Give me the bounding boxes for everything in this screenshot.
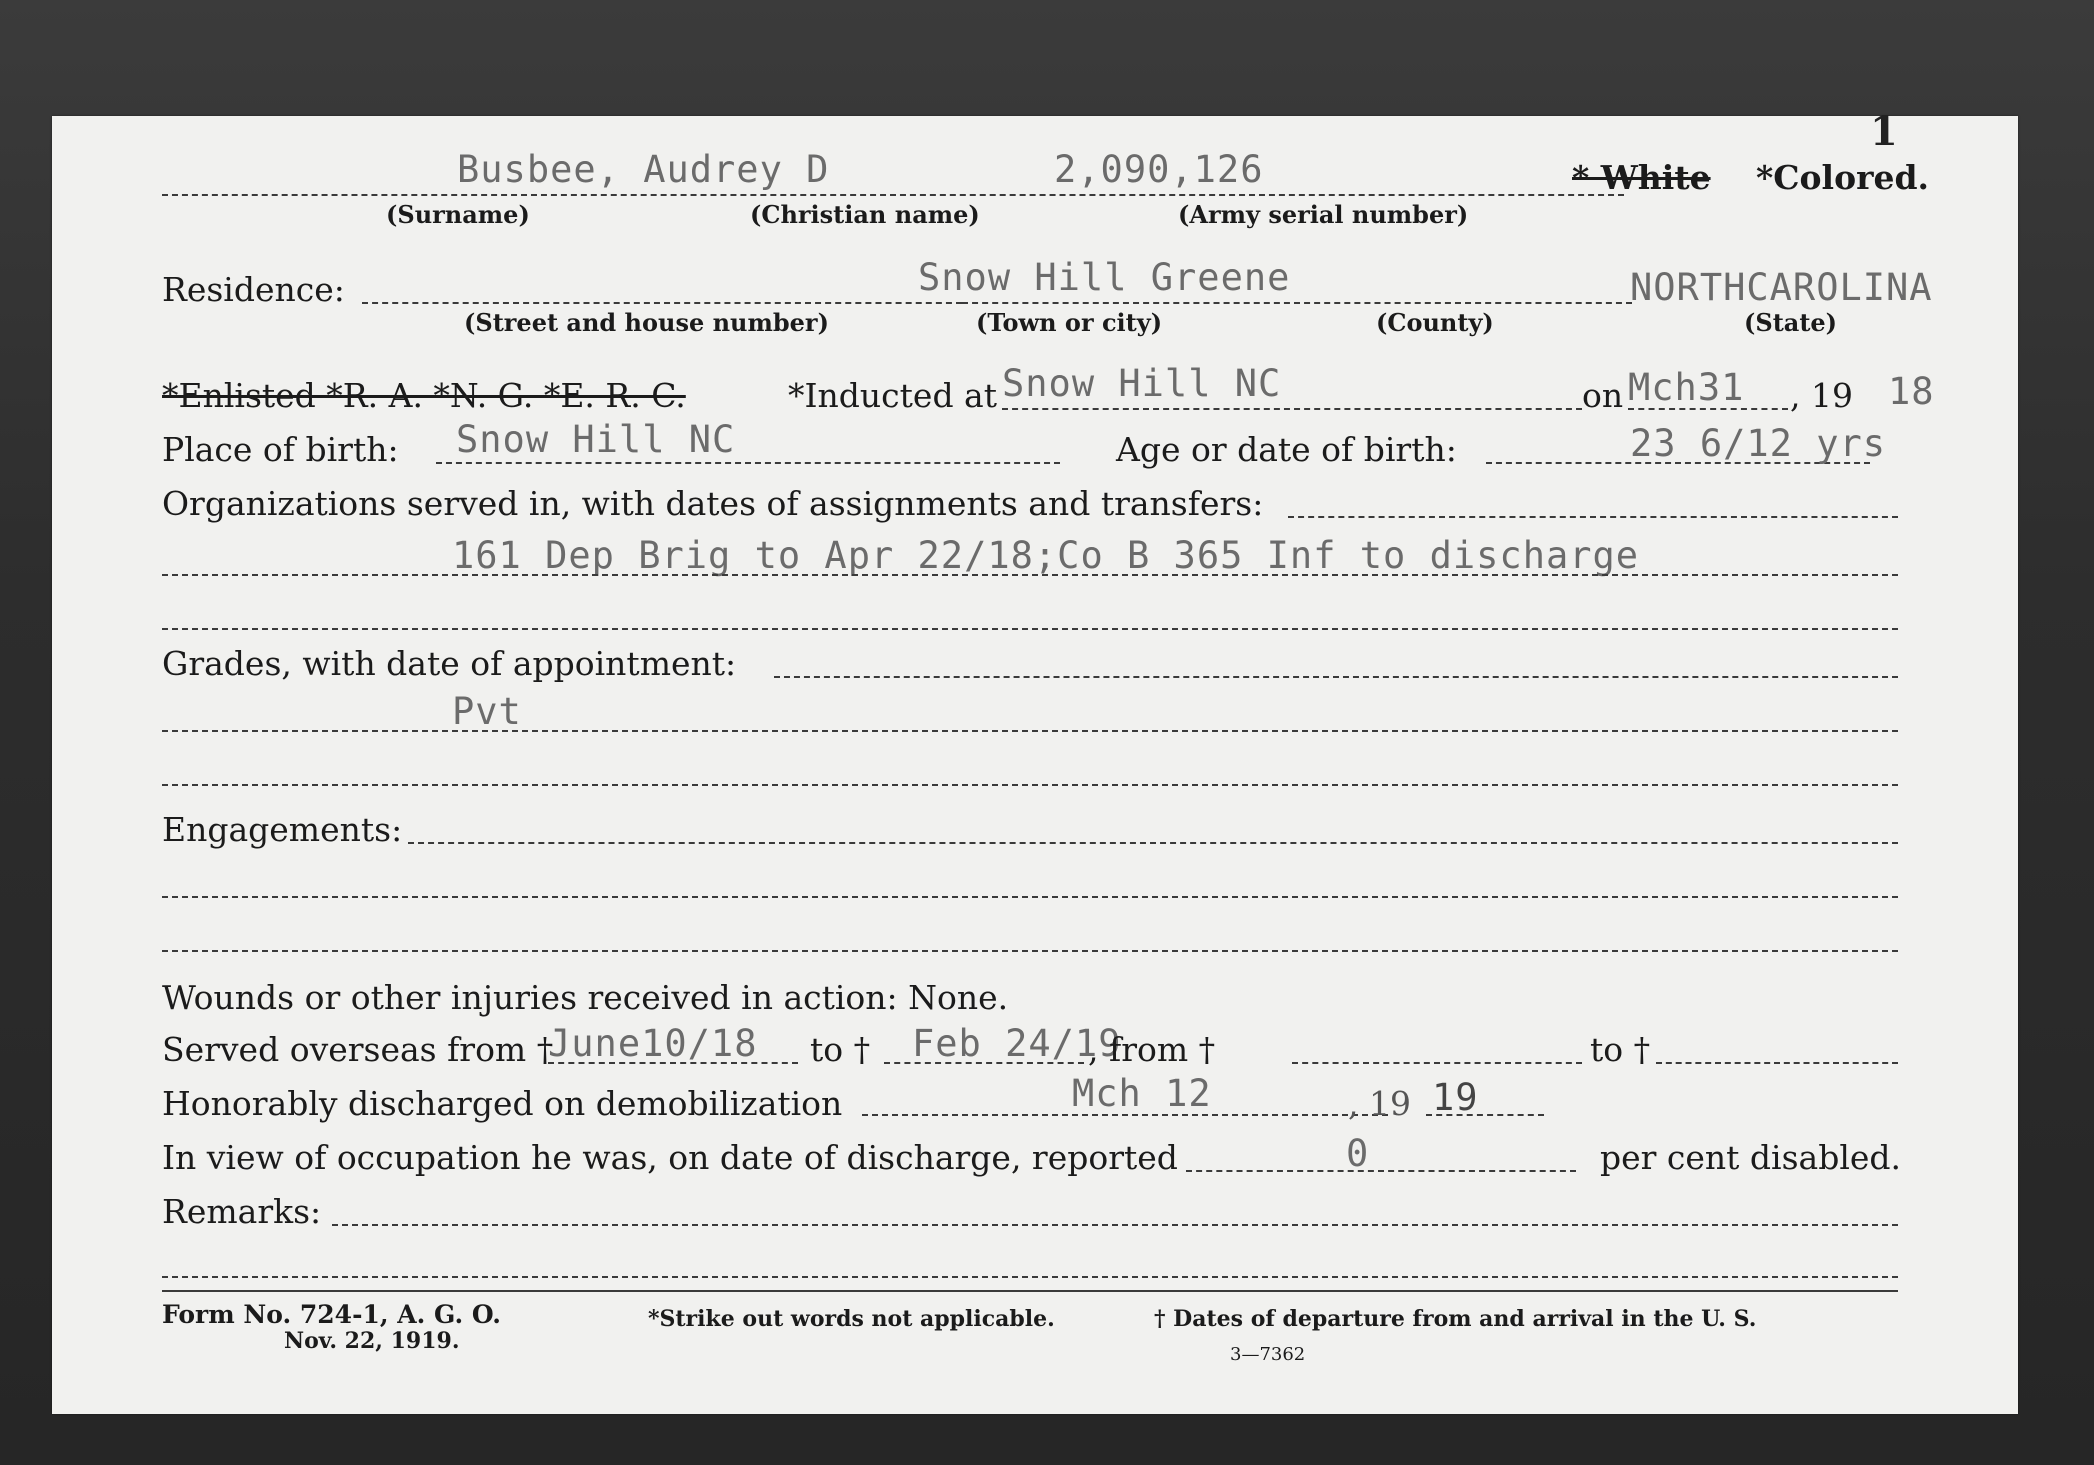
engagements-line-3 (162, 950, 1898, 952)
organizations-label: Organizations served in, with dates of assignments and transfers: (162, 484, 1264, 523)
name-typed: Busbee, Audrey D (457, 148, 830, 191)
overseas-from-typed: June10/18 (548, 1022, 758, 1065)
town-county-line (962, 302, 1632, 304)
engagements-label: Engagements: (162, 810, 403, 849)
race-colored: *Colored. (1756, 158, 1930, 197)
overseas-label: Served overseas from † (162, 1030, 554, 1069)
serial-number-typed: 2,090,126 (1054, 148, 1264, 191)
form-date: Nov. 22, 1919. (284, 1328, 460, 1354)
organizations-line-2 (162, 574, 1898, 576)
discharge-year-line (1426, 1114, 1544, 1116)
footer-rule (162, 1290, 1898, 1292)
discharge-year-typed: 19 (1432, 1076, 1479, 1119)
birth-place-typed: Snow Hill NC (456, 418, 736, 461)
remarks-label: Remarks: (162, 1192, 322, 1231)
surname-caption: (Surname) (386, 200, 530, 229)
disability-percent-line (1186, 1170, 1576, 1172)
overseas-from-line (548, 1062, 798, 1064)
race-white-struck: * White (1572, 158, 1711, 197)
overseas-to-typed: Feb 24/19 (912, 1022, 1122, 1065)
form-number: Form No. 724-1, A. G. O. (162, 1300, 501, 1329)
grades-line-1 (774, 676, 1898, 678)
discharge-label: Honorably discharged on demobilization (162, 1084, 843, 1123)
name-line (162, 194, 1624, 196)
organizations-line-1 (1288, 516, 1898, 518)
county-caption: (County) (1376, 308, 1494, 337)
town-county-typed: Snow Hill Greene (918, 256, 1291, 299)
organizations-typed: 161 Dep Brig to Apr 22/18;Co B 365 Inf to discharge (452, 534, 1640, 577)
on-label: on (1582, 376, 1624, 415)
state-caption: (State) (1744, 308, 1838, 337)
age-label: Age or date of birth: (1116, 430, 1457, 469)
overseas-to-line (884, 1062, 1084, 1064)
inducted-year-prefix: , 19 (1790, 376, 1853, 415)
birth-place-line (436, 462, 1060, 464)
print-code: 3—7362 (1230, 1344, 1306, 1365)
disability-suffix: per cent disabled. (1600, 1138, 1902, 1177)
inducted-place-line (1002, 408, 1582, 410)
age-typed: 23 6/12 yrs (1630, 422, 1887, 465)
engagements-line-1 (408, 842, 1898, 844)
service-record-card (52, 108, 2018, 1414)
street-caption: (Street and house number) (464, 308, 829, 337)
engagements-line-2 (162, 896, 1898, 898)
overseas-to2-label: to † (1590, 1030, 1651, 1069)
enlisted-struck: *Enlisted *R. A. *N. G. *E. R. C. (162, 376, 686, 415)
overseas-to-label: to † (810, 1030, 871, 1069)
birth-place-label: Place of birth: (162, 430, 399, 469)
inducted-place-typed: Snow Hill NC (1002, 362, 1282, 405)
street-line (362, 302, 962, 304)
christian-name-caption: (Christian name) (750, 200, 980, 229)
organizations-line-3 (162, 628, 1898, 630)
grades-label: Grades, with date of appointment: (162, 644, 737, 683)
strike-note: *Strike out words not applicable. (648, 1306, 1055, 1332)
state-typed: NORTHCAROLINA (1630, 266, 1933, 309)
discharge-date-typed: Mch 12 (1072, 1072, 1212, 1115)
town-caption: (Town or city) (976, 308, 1163, 337)
inducted-year-typed: 18 (1888, 370, 1935, 413)
grades-line-3 (162, 784, 1898, 786)
inducted-at-label: *Inducted at (788, 376, 997, 415)
grades-typed: Pvt (452, 690, 522, 733)
inducted-date-line (1628, 408, 1788, 410)
wounds-label: Wounds or other injuries received in action: None. (162, 978, 1009, 1017)
residence-label: Residence: (162, 270, 345, 309)
overseas-from2-label: , from † (1088, 1030, 1216, 1069)
inducted-date-typed: Mch31 (1628, 366, 1745, 409)
overseas-from2-line (1292, 1062, 1582, 1064)
remarks-line-2 (162, 1276, 1898, 1278)
dates-note: † Dates of departure from and arrival in the U. S. (1154, 1306, 1757, 1332)
disability-label: In view of occupation he was, on date of discharge, reported (162, 1138, 1178, 1177)
card-number: 1 (1870, 108, 1898, 155)
serial-number-caption: (Army serial number) (1178, 200, 1469, 229)
grades-line-2 (162, 730, 1898, 732)
overseas-to2-line (1656, 1062, 1898, 1064)
discharge-year-prefix: , 19 (1348, 1084, 1411, 1123)
disability-percent-typed: 0 (1346, 1132, 1370, 1175)
remarks-line-1 (332, 1224, 1898, 1226)
